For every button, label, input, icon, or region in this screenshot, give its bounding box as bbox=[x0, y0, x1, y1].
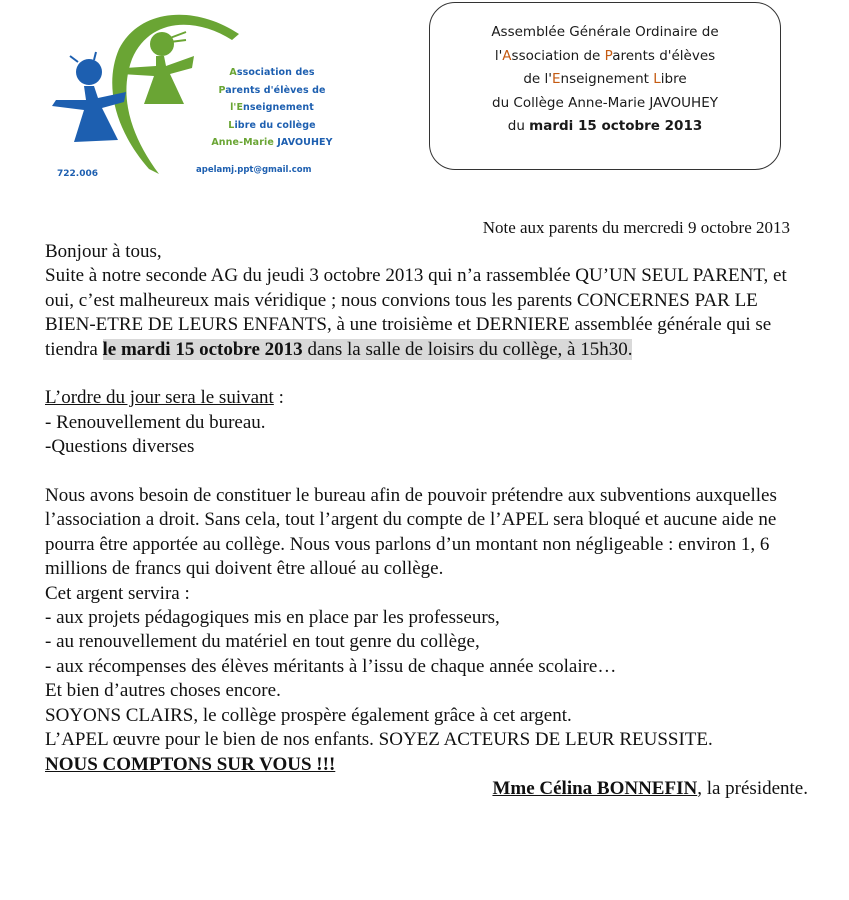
document-body bbox=[45, 216, 835, 801]
header-text: du bbox=[507, 118, 530, 135]
header-line-1: Assemblée Générale Ordinaire de bbox=[491, 24, 719, 40]
logo-initial: L bbox=[228, 119, 235, 131]
more-line: Et bien d’autres choses encore. bbox=[45, 680, 281, 702]
spacer bbox=[45, 460, 835, 484]
header-text: ibre bbox=[660, 71, 687, 88]
agenda-title-text: L’ordre du jour sera le suivant bbox=[45, 387, 274, 409]
header-text: arents d'élèves bbox=[612, 47, 716, 64]
spacer bbox=[45, 362, 835, 386]
closing-paragraph bbox=[45, 728, 745, 777]
meeting-location: dans la salle de loisirs du collège, à 15h30. bbox=[302, 338, 633, 360]
agenda-title-suffix: : bbox=[273, 387, 284, 409]
logo-initial: P bbox=[218, 84, 226, 96]
intro-paragraph bbox=[45, 264, 805, 362]
header-accent-letter: L bbox=[653, 71, 661, 88]
signature bbox=[45, 777, 835, 801]
logo-line-text: JAVOUHEY bbox=[273, 137, 333, 148]
logo-line bbox=[192, 82, 352, 100]
logo-line-text: arents d'élèves de bbox=[225, 84, 326, 96]
use-item: - aux récompenses des élèves méritants à l’issu de chaque année scolaire… bbox=[45, 655, 617, 677]
agenda-item: - Renouvellement du bureau. bbox=[45, 411, 266, 433]
header-line-3 bbox=[430, 68, 780, 92]
signature-role: , la présidente. bbox=[697, 777, 808, 799]
header-text: de l' bbox=[523, 71, 552, 88]
header-text: l' bbox=[494, 47, 503, 64]
logo-line-text: ssociation des bbox=[236, 67, 315, 78]
logo-initial: Anne-Marie bbox=[211, 137, 274, 148]
clear-line: SOYONS CLAIRS, le collège prospère également grâce à cet argent. bbox=[45, 704, 572, 726]
agenda-item: -Questions diverses bbox=[45, 436, 195, 458]
agenda-title bbox=[45, 386, 835, 410]
logo-line bbox=[192, 64, 352, 82]
funding-paragraph: Nous avons besoin de constituer le bureau afin de pouvoir prétendre aux subventions auxquelles l’association a droit. Sans cela, tout l’argent du compte de l’APEL sera bloqué et aucune aide ne pourra être apportée au collège. Nous vous parlons d’un montant non négligeable : environ 1, 6 millions de francs qui doivent être alloué au collège. bbox=[45, 485, 777, 580]
header-accent-letter: P bbox=[604, 47, 613, 64]
header-text: nseignement bbox=[560, 71, 654, 88]
signature-name: Mme Célina BONNEFIN bbox=[492, 777, 698, 799]
meeting-highlight bbox=[103, 339, 633, 360]
intro-text: Suite à notre seconde AG du jeudi 3 octobre 2013 qui n’a rassemblée QU’UN SEUL PARENT, et oui, c’est malheureux mais véridique ; nous convions tous les parents CONCERNES PAR LE BIEN-ETRE DE LEURS ENFANTS, à une troisième et DERNIERE assemblée générale qui se tiendra bbox=[45, 265, 787, 360]
closing-text: L’APEL œuvre pour le bien de nos enfants. SOYEZ ACTEURS DE LEUR REUSSITE. bbox=[45, 729, 713, 751]
logo-email: apelamj.ppt@gmail.com bbox=[196, 165, 312, 175]
meeting-date: le mardi 15 octobre 2013 bbox=[102, 338, 303, 360]
header-line-5 bbox=[430, 115, 780, 139]
logo-text bbox=[192, 64, 352, 152]
logo-phone: 722.006 bbox=[57, 169, 98, 179]
greeting: Bonjour à tous, bbox=[45, 241, 162, 262]
logo-initial: l'E bbox=[230, 102, 244, 113]
use-item: - aux projets pédagogiques mis en place par les professeurs, bbox=[45, 607, 500, 629]
header-accent-letter: E bbox=[552, 71, 561, 88]
header-box bbox=[429, 2, 781, 170]
header-text: ssociation de bbox=[511, 47, 605, 64]
logo-line bbox=[192, 134, 352, 152]
closing-emphasis: NOUS COMPTONS SUR VOUS !!! bbox=[45, 753, 336, 775]
logo-line-text: ibre du collège bbox=[234, 119, 316, 131]
logo-line bbox=[192, 117, 352, 135]
date-line: Note aux parents du mercredi 9 octobre 2013 bbox=[482, 218, 790, 237]
header-line-2 bbox=[430, 45, 780, 69]
uses-intro: Cet argent servira : bbox=[45, 582, 190, 604]
header-accent-letter: A bbox=[502, 47, 512, 64]
header-date: mardi 15 octobre 2013 bbox=[529, 118, 703, 135]
logo-line-text: nseignement bbox=[243, 102, 314, 113]
header-line-4: du Collège Anne-Marie JAVOUHEY bbox=[492, 94, 718, 111]
use-item: - au renouvellement du matériel en tout genre du collège, bbox=[45, 631, 480, 653]
logo-initial: A bbox=[229, 67, 237, 78]
logo-line bbox=[192, 99, 352, 117]
